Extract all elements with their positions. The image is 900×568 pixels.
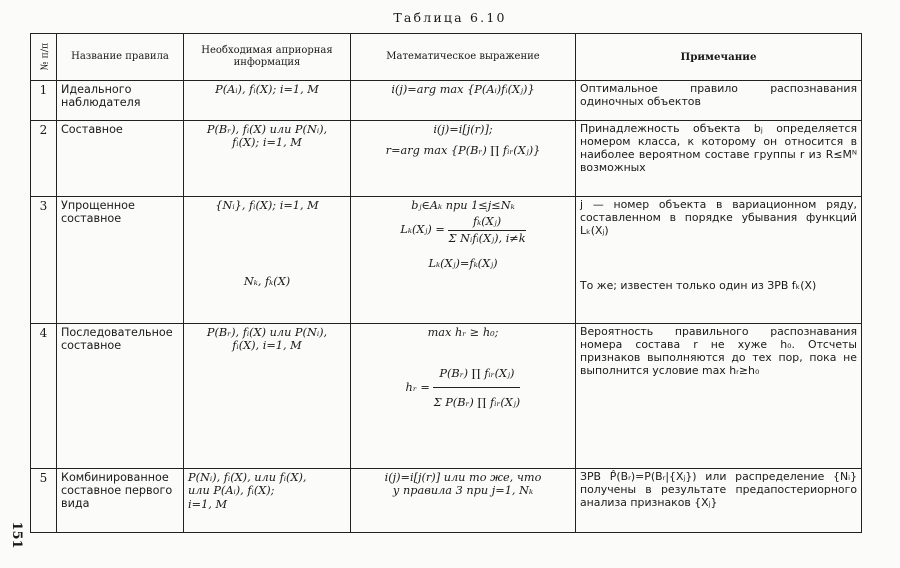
rule-info: P(Aᵢ), fᵢ(X); i=1, M [184, 81, 351, 121]
rule-note: Принадлежность объекта bⱼ определяется номером класса, к которому он относится в наиболее вероятном составе группы r из R≤Mᴺ возможных [576, 121, 862, 197]
row-number: 3 [31, 197, 57, 324]
table-row [31, 197, 862, 324]
table-caption: Таблица 6.10 [393, 10, 507, 25]
rule-name: Составное [57, 121, 184, 197]
fraction: $\frac{\text{fₖ(Xⱼ)}}{\text{Σ Nᵢfᵢ(Xⱼ), i≠k}}$ [448, 215, 526, 245]
header-name: Название правила [57, 34, 184, 81]
header-info: Необходимая априорная информация [184, 34, 351, 81]
fraction: $\frac{\text{P(Bᵣ) ∏ fᵢᵣ(Xⱼ)}}{\text{Σ P(Bᵣ) ∏ fᵢᵣ(Xⱼ)}}$ [433, 367, 521, 409]
row-number: 2 [31, 121, 57, 197]
header-expr: Математическое выражение [351, 34, 576, 81]
row-number: 1 [31, 81, 57, 121]
rule-name: Комбинированное составное первого вида [57, 469, 184, 533]
rule-info: P(Bᵣ), fᵢ(X) или P(Nᵢ), fᵢ(X); i=1, M [184, 121, 351, 197]
rule-note: j — номер объекта в вариационном ряду, составленном в порядке убывания функций Lₖ(Xⱼ) То же; известен только один из ЗРВ fₖ(X) [576, 197, 862, 324]
rule-name: Упрощенное составное [57, 197, 184, 324]
rules-table [30, 33, 862, 533]
rule-info: P(Bᵣ), fᵢ(X) или P(Nᵢ), fᵢ(X), i=1, M [184, 324, 351, 469]
page-number: 151 [9, 521, 25, 549]
header-num: № п/п [31, 34, 57, 81]
rule-expression: i(j)=arg max {P(Aᵢ)fᵢ(Xⱼ)} [351, 81, 576, 121]
row-number: 5 [31, 469, 57, 533]
table-row [31, 469, 862, 533]
rule-info: {Nᵢ}, fᵢ(X); i=1, M Nₖ, fₖ(X) [184, 197, 351, 324]
rule-expression: i(j)=i[j(r)]; r=arg max {P(Bᵣ) ∏ fᵢᵣ(Xⱼ)} [351, 121, 576, 197]
rule-name: Последовательное составное [57, 324, 184, 469]
rule-note: ЗРВ P̂(Bᵣ)=P(Bᵣ|{Xⱼ}) или распределение {Nᵢ} получены в результате предапостериорного анализа признаков {Xⱼ} [576, 469, 862, 533]
header-note: Примечание [576, 34, 862, 81]
table-row [31, 81, 862, 121]
rule-expression: i(j)=i[j(r)] или то же, что у правила 3 при j=1, Nₖ [351, 469, 576, 533]
table-row [31, 121, 862, 197]
rule-info: P(Nᵢ), fᵢ(X), или fᵢ(X), или P(Aᵢ), fᵢ(X); i=1, M [184, 469, 351, 533]
table-row [31, 324, 862, 469]
row-number: 4 [31, 324, 57, 469]
rule-expression: bⱼ∈Aₖ при 1≤j≤Nₖ Lₖ(Xⱼ) = $\frac{\text{fₖ(Xⱼ)}}{\text{Σ Nᵢfᵢ(Xⱼ), i≠k}}$ Lₖ(Xⱼ)=fₖ(Xⱼ) [351, 197, 576, 324]
rule-expression: max hᵣ ≥ h₀; hᵣ = $\frac{\text{P(Bᵣ) ∏ fᵢᵣ(Xⱼ)}}{\text{Σ P(Bᵣ) ∏ fᵢᵣ(Xⱼ)}}$ [351, 324, 576, 469]
header-row [31, 34, 862, 81]
rule-note: Вероятность правильного распознавания номера состава r не хуже h₀. Отсчеты признаков выполняются до тех пор, пока не выполнится условие max hᵣ≥h₀ [576, 324, 862, 469]
rule-name: Идеального наблюдателя [57, 81, 184, 121]
rule-note: Оптимальное правило распознавания одиночных объектов [576, 81, 862, 121]
